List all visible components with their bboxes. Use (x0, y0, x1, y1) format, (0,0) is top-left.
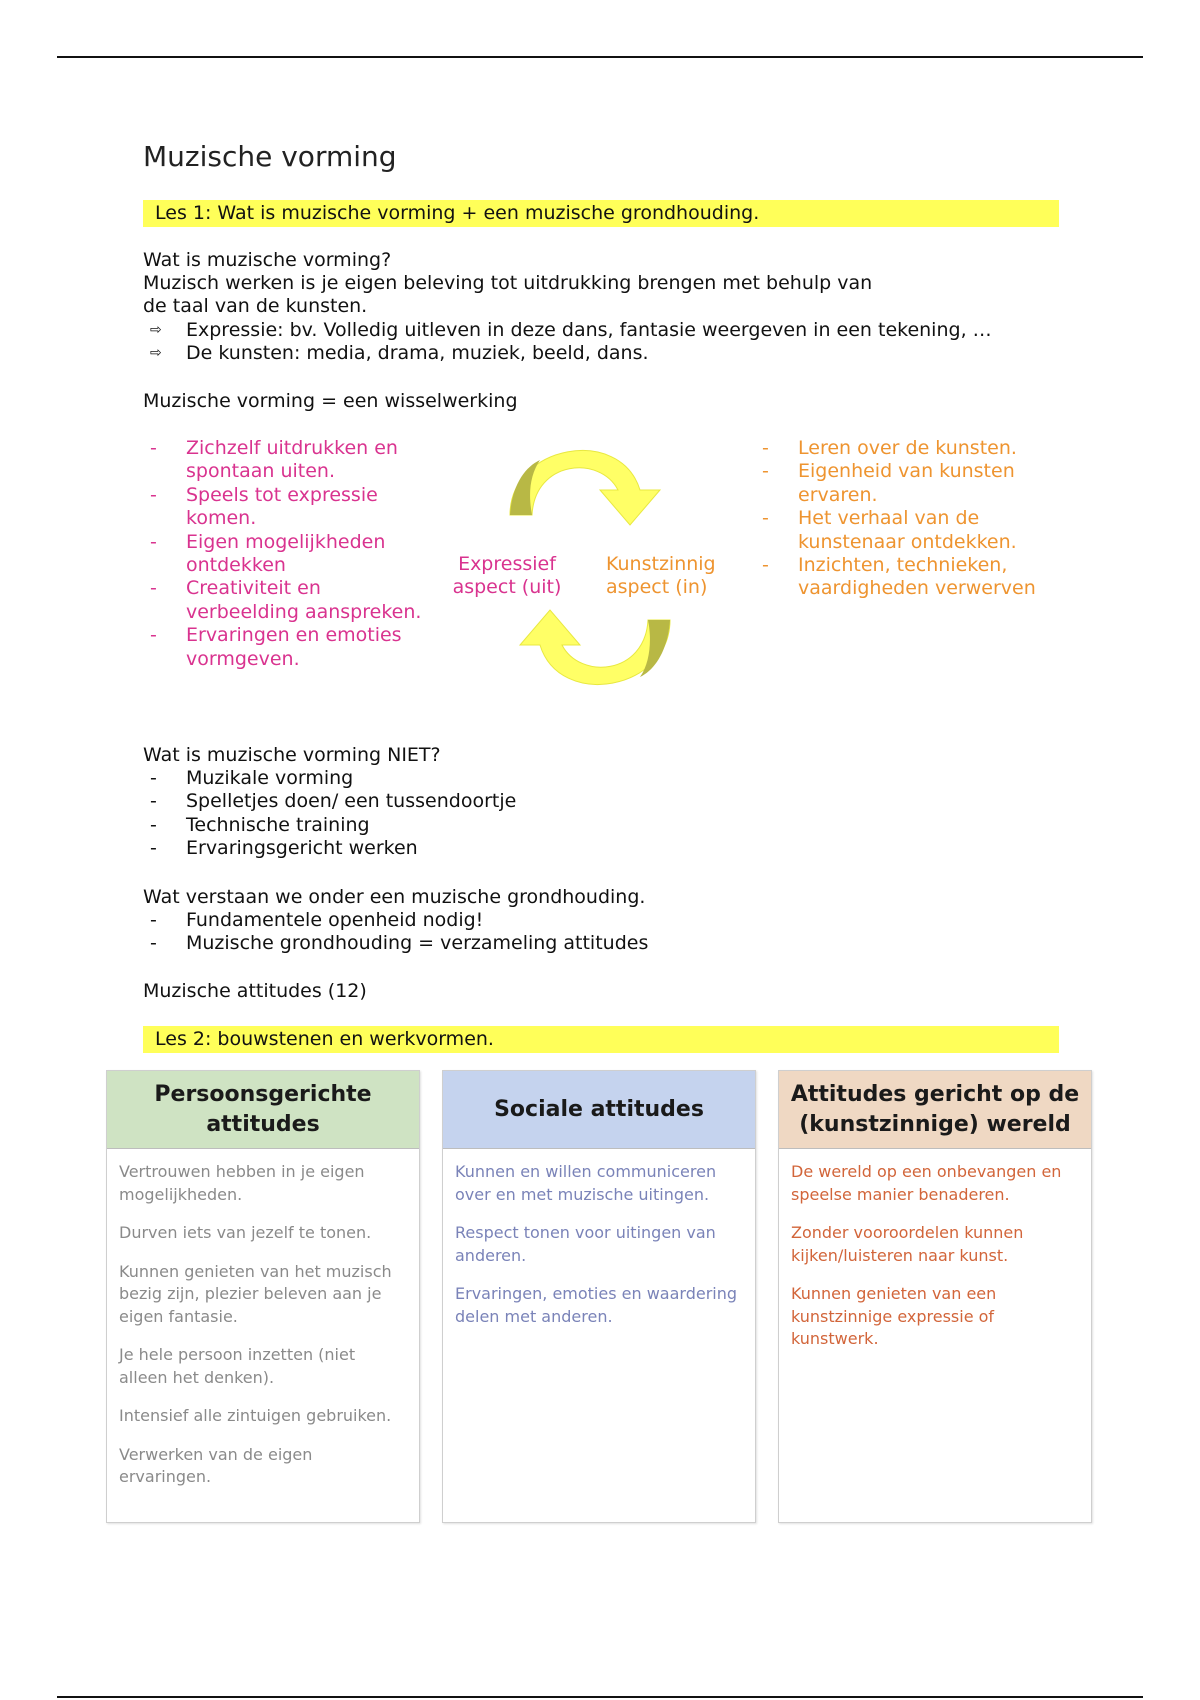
list-item: - Fundamentele openheid nodig! (150, 909, 484, 931)
intro-block (143, 249, 872, 318)
card-item: Vertrouwen hebben in je eigen mogelijkheden. (119, 1162, 365, 1204)
arrow-marker-icon: ⇨ (150, 345, 162, 361)
bottom-rule (57, 1696, 1143, 1698)
list-item: - Zichzelf uitdrukken en spontaan uiten. (150, 437, 398, 483)
expressive-list (150, 437, 425, 671)
lesson2-heading-band (143, 1026, 1059, 1053)
arrow-marker-icon: ⇨ (150, 322, 162, 338)
list-item: - Speels tot expressie komen. (150, 483, 378, 530)
card-item: Intensief alle zintuigen gebruiken. (119, 1406, 392, 1425)
bottom-arrow-icon (520, 610, 670, 685)
intro-line-2: de taal van de kunsten. (143, 295, 368, 317)
card-title: Attitudes gericht op de (kunstzinnige) wereld (779, 1071, 1091, 1149)
lesson1-heading-band (143, 200, 1059, 227)
card-item: Zonder vooroordelen kunnen kijken/luisteren naar kunst. (791, 1223, 1024, 1265)
card-persoonsgericht (106, 1070, 420, 1523)
top-arrow-icon (510, 450, 660, 525)
arrow-item: ⇨ De kunsten: media, drama, muziek, beeld, dans. (150, 342, 649, 364)
list-item: - Eigenheid van kunsten ervaren. (762, 460, 1015, 506)
arrow-list (150, 319, 992, 365)
card-item: Ervaringen, emoties en waardering delen met anderen. (455, 1284, 738, 1326)
lesson1-heading: Les 1: Wat is muzische vorming + een muzische grondhouding. (155, 202, 760, 224)
list-item: - Muzikale vorming (150, 767, 354, 789)
card-sociaal (442, 1070, 756, 1523)
card-title: Persoonsgerichte attitudes (107, 1071, 419, 1149)
card-item: Verwerken van de eigen ervaringen. (119, 1444, 313, 1486)
card-item: Kunnen genieten van een kunstzinnige expressie of kunstwerk. (791, 1284, 997, 1348)
page-title: Muzische vorming (143, 140, 397, 173)
grond-list (150, 909, 648, 956)
niet-list (150, 767, 516, 861)
artistic-list (762, 437, 1062, 601)
card-body (443, 1149, 755, 1328)
card-body (107, 1149, 419, 1489)
list-item: - Eigen mogelijkheden ontdekken (150, 530, 386, 577)
card-item: De wereld op een onbevangen en speelse manier benaderen. (791, 1162, 1062, 1204)
expressive-label: Expressief aspect (uit) (452, 553, 562, 598)
card-wereld (778, 1070, 1092, 1523)
lesson2-heading: Les 2: bouwstenen en werkvormen. (155, 1028, 494, 1050)
attitudes-label: Muzische attitudes (12) (143, 980, 367, 1002)
list-item: - Technische training (150, 813, 370, 836)
top-rule (57, 56, 1143, 58)
niet-heading: Wat is muzische vorming NIET? (143, 744, 441, 766)
card-item: Respect tonen voor uitingen van anderen. (455, 1223, 716, 1265)
list-item: - Leren over de kunsten. (762, 437, 1017, 459)
card-item: Je hele persoon inzetten (niet alleen het denken). (119, 1345, 356, 1387)
list-item: - Inzichten, technieken, vaardigheden verwerven (762, 554, 1036, 600)
artistic-label: Kunstzinnig aspect (in) (606, 553, 716, 598)
intro-question: Wat is muzische vorming? (143, 249, 392, 271)
list-item: - Spelletjes doen/ een tussendoortje (150, 790, 517, 813)
list-item: - Ervaringsgericht werken (150, 837, 418, 860)
card-item: Durven iets van jezelf te tonen. (119, 1223, 372, 1242)
card-body (779, 1149, 1091, 1351)
list-item: - Creativiteit en verbeelding aanspreken. (150, 577, 422, 623)
intro-line-1: Muzisch werken is je eigen beleving tot uitdrukking brengen met behulp van (143, 272, 873, 294)
list-item: - Het verhaal van de kunstenaar ontdekken. (762, 507, 1017, 553)
arrow-item: ⇨ Expressie: bv. Volledig uitleven in deze dans, fantasie weergeven in een tekening, … (150, 319, 992, 341)
list-item: - Muzische grondhouding = verzameling attitudes (150, 932, 649, 955)
card-item: Kunnen en willen communiceren over en met muzische uitingen. (455, 1162, 717, 1204)
list-item: - Ervaringen en emoties vormgeven. (150, 624, 402, 670)
card-title: Sociale attitudes (443, 1071, 755, 1149)
grond-heading: Wat verstaan we onder een muzische grondhouding. (143, 886, 646, 908)
card-item: Kunnen genieten van het muzisch bezig zijn, plezier beleven aan je eigen fantasie. (119, 1261, 392, 1326)
wissel-heading: Muzische vorming = een wisselwerking (143, 390, 518, 412)
